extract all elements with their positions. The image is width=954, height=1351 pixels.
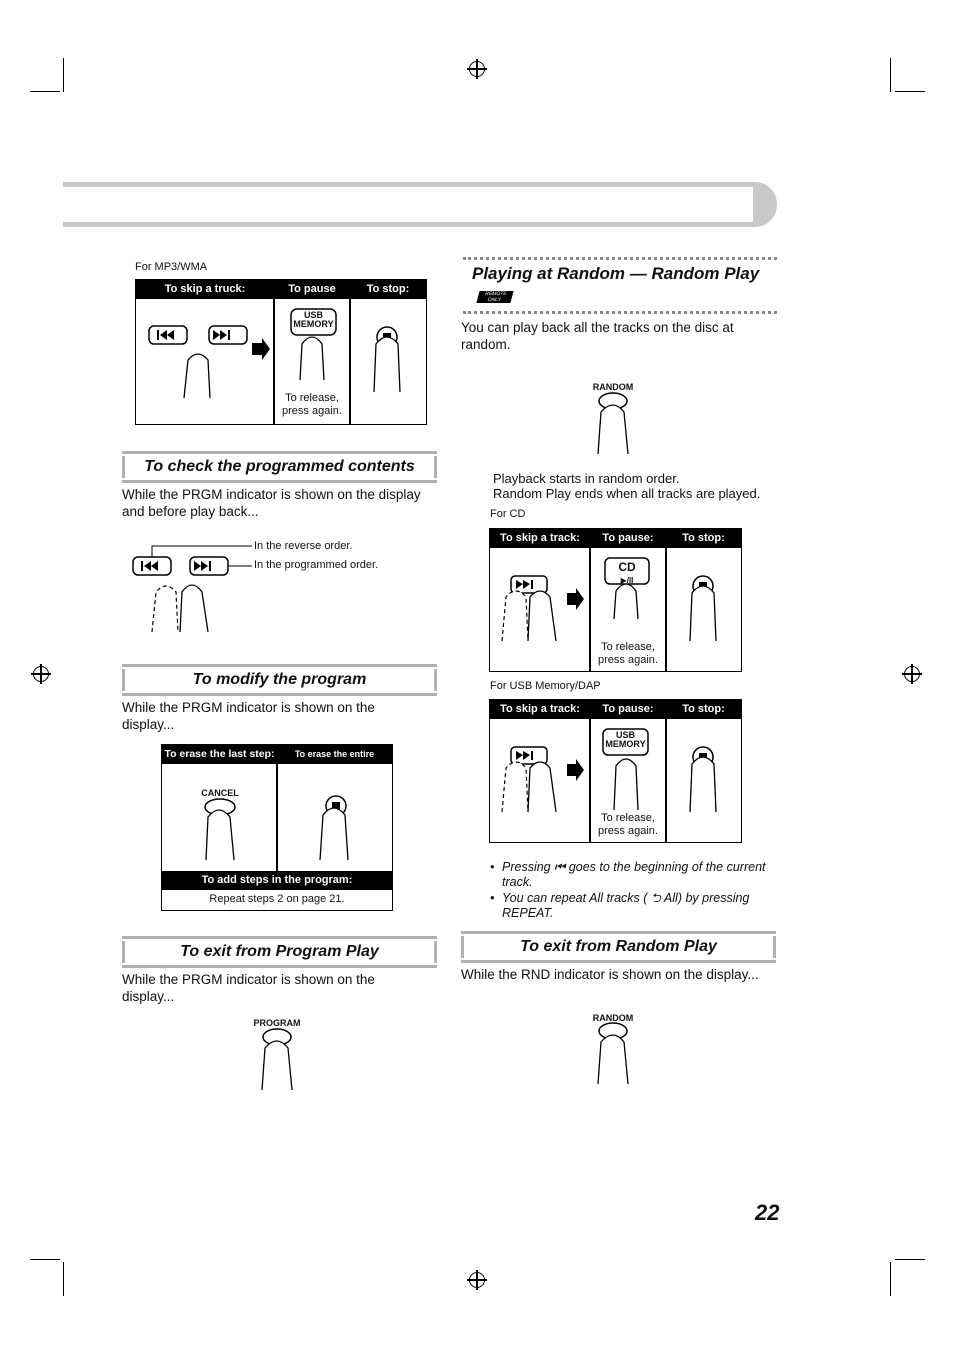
add-steps-header: To add steps in the program:: [162, 871, 392, 890]
pause-caption: To release, press again.: [598, 641, 658, 666]
usb-memory-button[interactable]: USB MEMORY: [605, 730, 646, 749]
usb-control-table: [489, 699, 742, 843]
crop-mark: [30, 91, 60, 92]
pause-caption: To release, press again.: [598, 812, 658, 837]
header-stop: To stop:: [366, 283, 410, 295]
bullet-list: [490, 860, 775, 921]
random-play-heading: Playing at Random — Random Play: [472, 264, 760, 283]
crop-mark: [895, 91, 925, 92]
modify-text: While the PRGM indicator is shown on the display...: [122, 700, 375, 732]
header-pause: To pause:: [602, 703, 654, 715]
header-erase-entire: To erase the entire program:: [294, 749, 375, 778]
cd-button[interactable]: CD: [618, 560, 636, 574]
header-skip: To skip a track:: [500, 703, 580, 715]
random-note-2: Random Play ends when all tracks are played.: [493, 486, 761, 501]
crop-mark: [890, 58, 891, 92]
random-button[interactable]: RANDOM: [592, 1013, 634, 1023]
modify-table: [161, 744, 393, 911]
remote-only-badge: REMOTE ONLY: [476, 291, 513, 303]
program-button[interactable]: PROGRAM: [253, 1018, 301, 1028]
mp3-control-table: [135, 279, 427, 425]
modify-illustration: [162, 745, 392, 871]
crop-mark: [63, 1262, 64, 1296]
crop-mark: [890, 1262, 891, 1296]
random-text: You can play back all the tracks on the disc at random.: [461, 320, 734, 352]
cancel-button[interactable]: CANCEL: [201, 788, 239, 798]
exit-random-text: While the RND indicator is shown on the display...: [461, 967, 759, 982]
exit-program-heading: To exit from Program Play: [122, 936, 437, 968]
exit-random-heading: To exit from Random Play: [461, 931, 776, 963]
random-button[interactable]: RANDOM: [592, 382, 634, 392]
usb-label: For USB Memory/DAP: [490, 680, 601, 692]
page-number: 22: [755, 1200, 780, 1225]
exit-program-text: While the PRGM indicator is shown on the display...: [122, 972, 375, 1004]
program-finger-illustration: [250, 1028, 310, 1093]
header-skip: To skip a track:: [500, 532, 580, 544]
random-finger-illustration: [585, 1022, 645, 1087]
play-pause-icon: ▶/II: [620, 576, 634, 585]
header-erase-last: To erase the last step:: [164, 748, 275, 760]
check-illustration: [130, 540, 390, 640]
crop-mark: [63, 58, 64, 92]
random-finger-illustration: [585, 392, 645, 457]
reverse-order-note: In the reverse order.: [254, 540, 353, 552]
header-skip: To skip a truck:: [164, 283, 246, 295]
usb-memory-button[interactable]: USB MEMORY: [293, 310, 334, 329]
header-pause: To pause:: [602, 532, 654, 544]
programmed-order-note: In the programmed order.: [254, 559, 379, 571]
crop-mark: [895, 1259, 925, 1260]
header-pause: To pause: [288, 283, 336, 295]
header-stop: To stop:: [682, 703, 725, 715]
registration-mark-icon: [33, 666, 49, 682]
list-item: • Pressing ⏮ goes to the beginning of the current track.: [490, 860, 766, 889]
mp3-label: For MP3/WMA: [135, 261, 208, 273]
modify-program-heading: To modify the program: [122, 664, 437, 696]
crop-mark: [30, 1259, 60, 1260]
header-stop: To stop:: [682, 532, 725, 544]
random-note-1: Playback starts in random order.: [493, 471, 680, 486]
registration-mark-icon: [904, 666, 920, 682]
list-item: • You can repeat All tracks ( ⮌ All) by pressing REPEAT.: [490, 891, 750, 920]
repeat-steps-note: Repeat steps 2 on page 21.: [209, 893, 345, 905]
registration-mark-icon: [469, 61, 485, 77]
registration-mark-icon: [469, 1272, 485, 1288]
pause-caption: To release, press again.: [282, 392, 342, 417]
check-programmed-heading: To check the programmed contents: [122, 451, 437, 483]
header-bar: [63, 182, 777, 227]
check-text: While the PRGM indicator is shown on the display and before play back...: [122, 487, 421, 519]
cd-label: For CD: [490, 508, 526, 520]
cd-control-table: [489, 528, 742, 672]
